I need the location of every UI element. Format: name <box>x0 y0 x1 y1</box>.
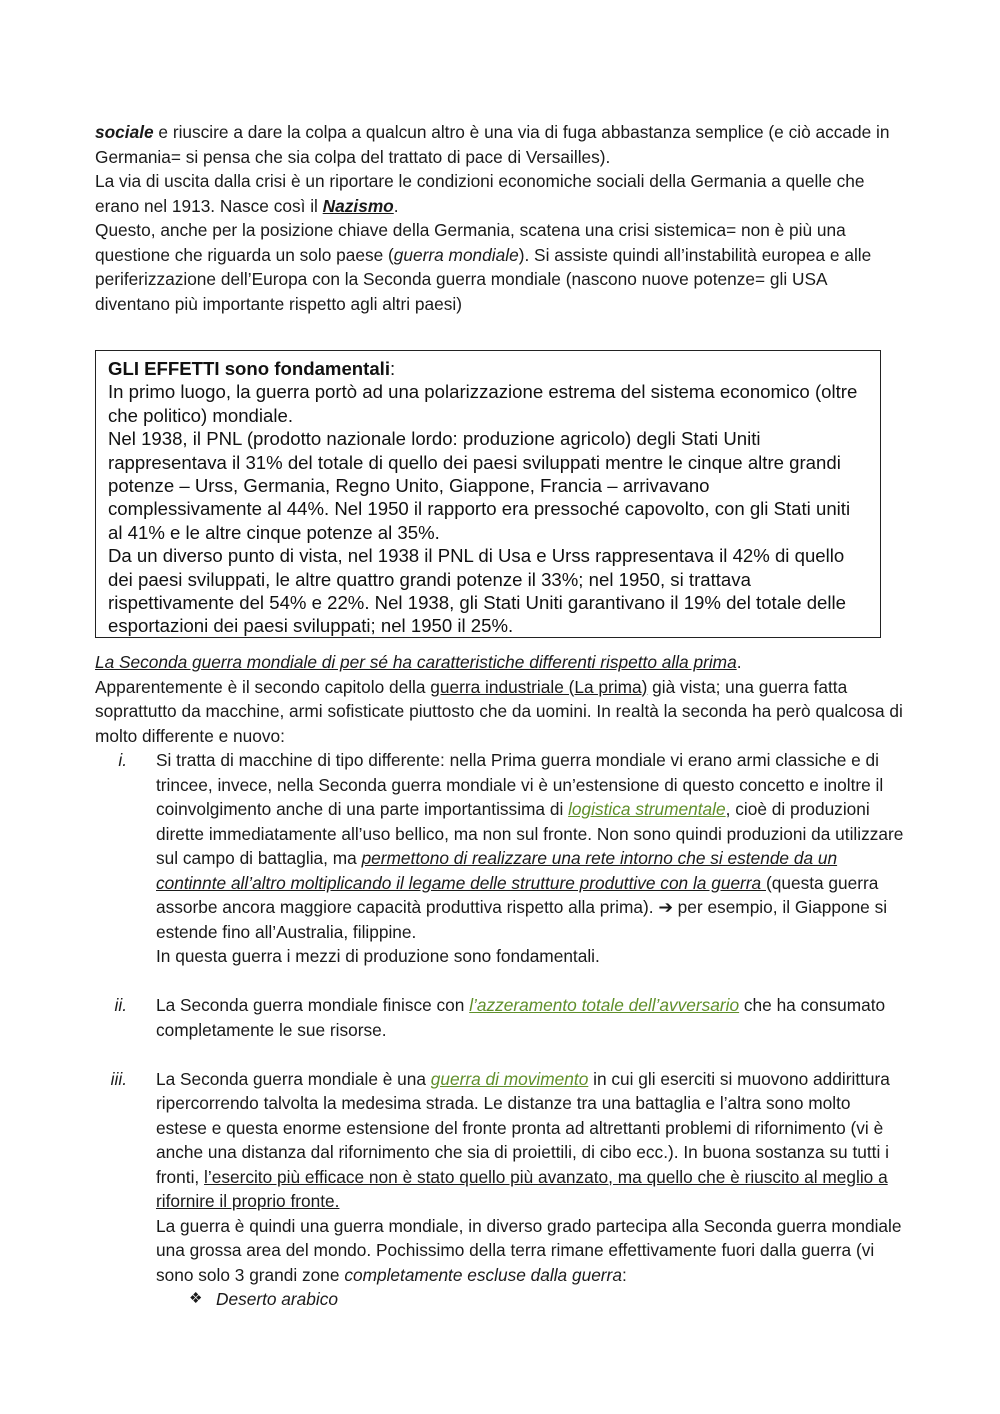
text: Apparentemente è il secondo capitolo della <box>95 676 431 697</box>
box-title-text: GLI EFFETTI sono fondamentali <box>108 358 391 379</box>
highlighted-term: logistica strumentale <box>568 799 726 819</box>
text: . <box>736 652 742 672</box>
text: La via di uscita dalla crisi è un riportare le condizioni economiche sociali della Germania a quelle che erano nel 1913. Nasce così il <box>95 171 865 216</box>
box-paragraph-2: Nel 1938, il PNL (prodotto nazionale lordo: produzione agricolo) degli Stati Uniti rappresentava il 31% del totale di quello dei paesi sviluppati mentre le cinque altre grandi potenze – Urss, Germania, Regno Unito, Giappone, Francia – arrivavano complessivamente al 44%. Nel 1950 il rapporto era pressoché capovolto, con gli Stati uniti al 41% e le altre cinque potenze al 35%. <box>108 428 851 543</box>
underlined-term: guerra industriale (La prima) <box>430 676 648 697</box>
list-number: i. <box>118 750 127 770</box>
text: già vista; una guerra fatta soprattutto da macchine, armi sofisticate piuttosto che da uomini. In realtà la seconda ha però qualcosa di molto differente e nuovo: <box>95 676 903 746</box>
text: : <box>390 358 396 379</box>
intro-paragraph-3 <box>95 218 905 316</box>
list-number: ii. <box>114 995 127 1015</box>
intro-paragraph-1 <box>95 120 905 169</box>
section-second-war <box>95 650 905 1312</box>
text: (questa guerra assorbe ancora maggiore capacità produttiva rispetto alla prima). <box>156 872 879 917</box>
text: in cui gli eserciti si muovono addirittura ripercorrendo talvolta la medesima strada. Le distanze tra una battaglia e l’altra sono molto estese e questa enorme estensione del fronte pronta ad altrettanti problemi di rifornimento (vi è anche una distanza dal rifornimento che sia di proiettili, di cibo ecc.). In buona sostanza su tutti i fronti, <box>156 1068 890 1187</box>
section-heading <box>95 650 905 675</box>
list-item <box>95 1067 905 1288</box>
section-intro <box>95 675 905 749</box>
text: , cioè di produzioni dirette immediatamente all’uso bellico, ma non sul fronte. Non sono quindi produzioni da utilizzare sul campo di battaglia, ma <box>156 799 904 868</box>
text: Si tratta di macchine di tipo differente: nella Prima guerra mondiale vi erano armi classiche e di trincee, invece, nella Seconda guerra mondiale vi è un’estensione di questo concetto e inoltre il coinvolgimento anche di una parte importantissima di <box>156 750 884 819</box>
intro-text <box>95 120 905 316</box>
italic-term: completamente escluse dalla guerra <box>344 1264 622 1285</box>
diamond-bullet-icon: ❖ <box>189 1290 203 1307</box>
list-number: iii. <box>110 1068 127 1089</box>
text: Questo, anche per la posizione chiave della Germania, scatena una crisi sistemica= non è più una questione che riguarda un solo paese ( <box>95 220 846 265</box>
bullet-item <box>95 1287 905 1312</box>
text: La Seconda guerra mondiale finisce con <box>156 995 470 1015</box>
list-item <box>95 748 905 969</box>
intro-paragraph-2 <box>95 169 905 218</box>
underlined-phrase: permettono di realizzare una rete intorno che si estende da un continnte all’altro moltiplicando il legame delle strutture produttive con la guerra <box>156 848 838 893</box>
effects-box <box>95 350 881 638</box>
heading-italic: La Seconda guerra mondiale di per sé ha caratteristiche differenti rispetto alla prima <box>95 652 737 672</box>
text: La Seconda guerra mondiale è una <box>156 1068 431 1089</box>
list-item <box>95 993 905 1042</box>
text: per esempio, il Giappone si estende fino all’Australia, filippine. <box>156 897 888 942</box>
bullet-text: Deserto arabico <box>216 1289 338 1309</box>
box-paragraph-3: Da un diverso punto di vista, nel 1938 il PNL di Usa e Urss rappresentava il 42% di quello dei paesi sviluppati, le altre quattro grandi potenze il 33%; nel 1950, si trattava rispettivamente del 54% e 22%. Nel 1938, gli Stati Uniti garantivano il 19% del totale delle esportazioni dei paesi sviluppati; nel 1950 il 25%. <box>108 545 846 637</box>
text: . <box>393 195 399 216</box>
text: : <box>621 1264 627 1285</box>
italic-term: guerra mondiale <box>393 244 519 265</box>
underlined-phrase: l’esercito più efficace non è stato quello più avanzato, ma quello che è riuscito al meglio a rifornire il proprio fronte. <box>156 1166 888 1211</box>
box-paragraph-1: In primo luogo, la guerra portò ad una polarizzazione estrema del sistema economico (oltre che politico) mondiale. <box>108 381 858 426</box>
text: La guerra è quindi una guerra mondiale, in diverso grado partecipa alla Seconda guerra mondiale una grossa area del mondo. Pochissimo della terra rimane effettivamente fuori dalla guerra (vi sono solo 3 grandi zone <box>156 1215 902 1285</box>
text: ). Si assiste quindi all’instabilità europea e alle periferizzazione dell’Europa con la Seconda guerra mondiale (nascono nuove potenze= gli USA diventano più importante rispetto agli altri paesi) <box>95 244 872 314</box>
highlighted-term: guerra di movimento <box>430 1068 589 1089</box>
text: e riuscire a dare la colpa a qualcun altro è una via di fuga abbastanza semplice (e ciò accade in Germania= si pensa che sia colpa del trattato di pace di Versailles). <box>95 122 890 167</box>
text: che ha consumato completamente le sue risorse. <box>156 995 886 1040</box>
arrow-icon: ➔ <box>658 897 673 917</box>
text: In questa guerra i mezzi di produzione sono fondamentali. <box>156 946 600 966</box>
bold-term-nazismo: Nazismo <box>322 195 394 216</box>
box-title <box>108 357 868 380</box>
bold-term-sociale: sociale <box>95 122 154 142</box>
highlighted-term: l’azzeramento totale dell’avversario <box>469 995 740 1015</box>
